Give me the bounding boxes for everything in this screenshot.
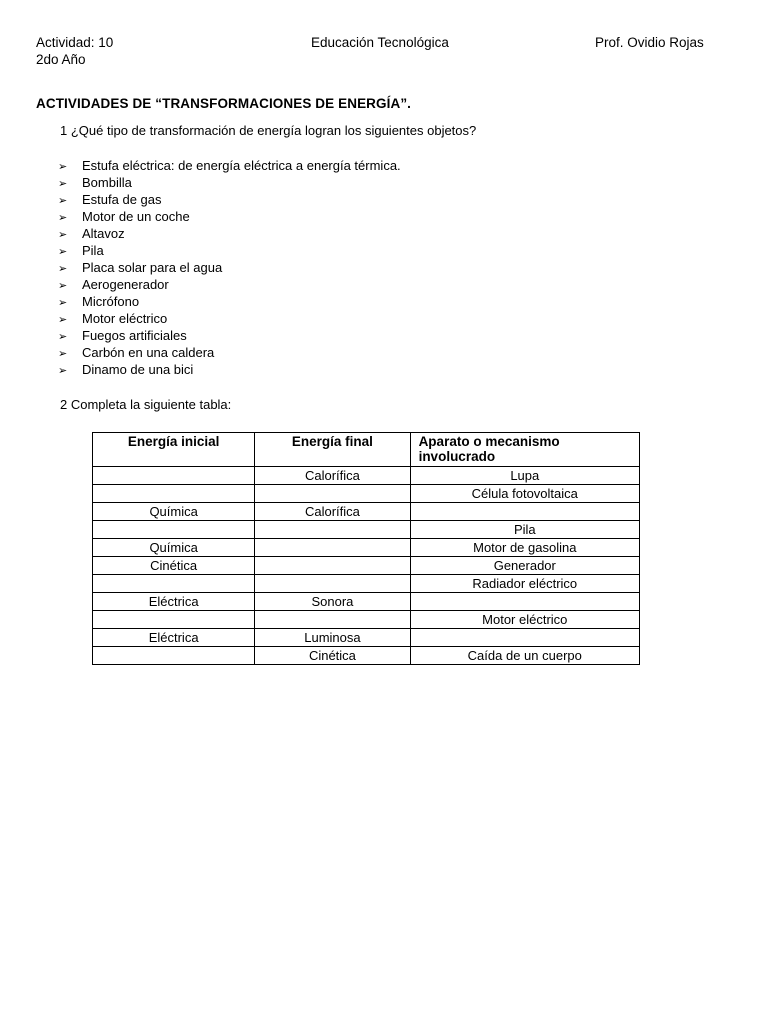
- cell-initial-energy: [93, 611, 255, 629]
- list-item-label: Aerogenerador: [82, 277, 169, 292]
- cell-initial-energy: Cinética: [93, 557, 255, 575]
- table-row: [93, 521, 640, 539]
- arrow-bullet-icon: ➢: [58, 365, 68, 377]
- arrow-bullet-icon: ➢: [58, 161, 68, 173]
- cell-final-energy: Luminosa: [255, 629, 410, 647]
- school-year: 2do Año: [36, 52, 86, 67]
- list-item-label: Placa solar para el agua: [82, 260, 223, 275]
- list-item-label: Altavoz: [82, 226, 125, 241]
- cell-initial-energy: Eléctrica: [93, 629, 255, 647]
- table-header-row: [93, 433, 640, 467]
- header-initial-energy: Energía inicial: [93, 433, 255, 467]
- list-item: [58, 276, 401, 293]
- cell-device: Célula fotovoltaica: [410, 485, 639, 503]
- cell-final-energy: [255, 539, 410, 557]
- cell-initial-energy: [93, 467, 255, 485]
- arrow-bullet-icon: ➢: [58, 195, 68, 207]
- header-final-energy: Energía final: [255, 433, 410, 467]
- arrow-bullet-icon: ➢: [58, 263, 68, 275]
- cell-device: Motor eléctrico: [410, 611, 639, 629]
- table-row: [93, 539, 640, 557]
- arrow-bullet-icon: ➢: [58, 212, 68, 224]
- cell-device: Motor de gasolina: [410, 539, 639, 557]
- list-item-label: Fuegos artificiales: [82, 328, 187, 343]
- cell-final-energy: [255, 521, 410, 539]
- cell-initial-energy: Eléctrica: [93, 593, 255, 611]
- arrow-bullet-icon: ➢: [58, 314, 68, 326]
- question-1: 1 ¿Qué tipo de transformación de energía logran los siguientes objetos?: [60, 123, 477, 138]
- list-item-label: Pila: [82, 243, 104, 258]
- cell-device: Lupa: [410, 467, 639, 485]
- energy-table: [92, 432, 640, 665]
- table-row: [93, 575, 640, 593]
- page-title: ACTIVIDADES DE “TRANSFORMACIONES DE ENERGÍA”.: [36, 96, 412, 111]
- table-body: [93, 467, 640, 665]
- list-item-label: Bombilla: [82, 175, 132, 190]
- cell-device: Caída de un cuerpo: [410, 647, 639, 665]
- table-row: [93, 503, 640, 521]
- list-item-label: Micrófono: [82, 294, 140, 309]
- object-list: [58, 157, 401, 378]
- teacher-name: Prof. Ovidio Rojas: [595, 35, 704, 50]
- cell-final-energy: [255, 557, 410, 575]
- subject-name: Educación Tecnológica: [311, 35, 449, 50]
- list-item: [58, 293, 401, 310]
- list-item-label: Carbón en una caldera: [82, 345, 215, 360]
- table-row: [93, 647, 640, 665]
- list-item: [58, 191, 401, 208]
- cell-device: Pila: [410, 521, 639, 539]
- list-item: [58, 174, 401, 191]
- list-item-label: Estufa de gas: [82, 192, 162, 207]
- cell-initial-energy: [93, 485, 255, 503]
- list-item: [58, 344, 401, 361]
- table-row: [93, 593, 640, 611]
- list-item: [58, 242, 401, 259]
- cell-device: Generador: [410, 557, 639, 575]
- list-item: [58, 208, 401, 225]
- arrow-bullet-icon: ➢: [58, 229, 68, 241]
- list-item: [58, 327, 401, 344]
- cell-device: [410, 503, 639, 521]
- cell-final-energy: Sonora: [255, 593, 410, 611]
- question-2: 2 Completa la siguiente tabla:: [60, 397, 232, 412]
- cell-initial-energy: [93, 647, 255, 665]
- arrow-bullet-icon: ➢: [58, 280, 68, 292]
- cell-initial-energy: [93, 521, 255, 539]
- list-item-label: Motor eléctrico: [82, 311, 168, 326]
- cell-initial-energy: [93, 575, 255, 593]
- cell-device: Radiador eléctrico: [410, 575, 639, 593]
- arrow-bullet-icon: ➢: [58, 178, 68, 190]
- cell-device: [410, 629, 639, 647]
- list-item-label: Dinamo de una bici: [82, 362, 194, 377]
- activity-number: Actividad: 10: [36, 35, 114, 50]
- table-row: [93, 485, 640, 503]
- table-row: [93, 629, 640, 647]
- list-item: [58, 310, 401, 327]
- cell-final-energy: [255, 485, 410, 503]
- cell-final-energy: Calorífica: [255, 467, 410, 485]
- cell-final-energy: Calorífica: [255, 503, 410, 521]
- arrow-bullet-icon: ➢: [58, 331, 68, 343]
- arrow-bullet-icon: ➢: [58, 348, 68, 360]
- cell-initial-energy: Química: [93, 539, 255, 557]
- cell-device: [410, 593, 639, 611]
- list-item-label: Motor de un coche: [82, 209, 190, 224]
- header-device: Aparato o mecanismo involucrado: [410, 433, 639, 467]
- list-item: [58, 361, 401, 378]
- cell-final-energy: Cinética: [255, 647, 410, 665]
- list-item: [58, 259, 401, 276]
- table-row: [93, 611, 640, 629]
- table-row: [93, 557, 640, 575]
- cell-initial-energy: Química: [93, 503, 255, 521]
- cell-final-energy: [255, 575, 410, 593]
- cell-final-energy: [255, 611, 410, 629]
- arrow-bullet-icon: ➢: [58, 297, 68, 309]
- arrow-bullet-icon: ➢: [58, 246, 68, 258]
- list-item: [58, 225, 401, 242]
- list-item: [58, 157, 401, 174]
- list-item-label: Estufa eléctrica: de energía eléctrica a energía térmica.: [82, 158, 401, 173]
- table-row: [93, 467, 640, 485]
